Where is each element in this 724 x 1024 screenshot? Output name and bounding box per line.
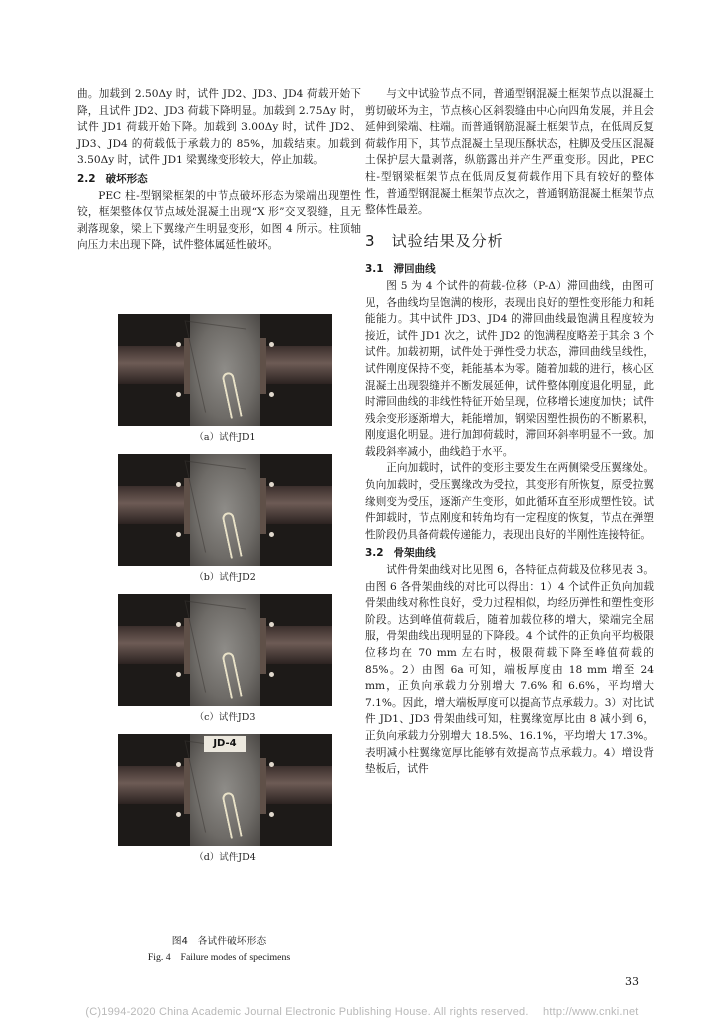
subfigure-caption-d: （d）试件JD4 bbox=[194, 852, 256, 863]
figure-4 bbox=[118, 314, 332, 874]
left-column bbox=[77, 86, 361, 254]
specimen-photo-jd2 bbox=[118, 454, 332, 566]
section-3-1-title: 滞回曲线 bbox=[393, 263, 436, 276]
right-paragraph-4: 试件骨架曲线对比见图 6，各特征点荷载及位移见表 3。由图 6 各骨架曲线的对比可以得出：1）4 个试件正负向加载骨架曲线对称性良好，受力过程相似，均经历弹性和塑性变形阶段。达到峰值荷载后，随着加载位移的增大，梁端完全屈服，骨架曲线出现明显的下降段。4 个试件的正负向平均极限位移均在 70 mm 左右时，极限荷载下降至峰值荷载的 85%。2）由图 6a 可知，端板厚度由 18 mm 增至 24 mm，正负向承载力分别增大 7.6% 和 6.6%，平均增大 7.1%。因此，增大端板厚度可以提高节点承载力。3）对比试件 JD1、JD3 骨架曲线可知，柱翼缘宽厚比由 8 减小到 6，正负向承载力分别增大 18.5%、16.1%，平均增大 17.3%。表明减小柱翼缘宽厚比能够有效提高节点承载力。4）增设背垫板后，试件 bbox=[365, 564, 654, 776]
left-paragraph-2: PEC 柱-型钢梁框架的中节点破坏形态为梁端出现塑性铰，框架整体仅节点域处混凝土出现“X 形”交叉裂缝，且无剥落现象，梁上下翼缘产生明显变形，如图 4 所示。柱顶轴向压力未出现下降，试件整体属延性破坏。 bbox=[77, 189, 361, 252]
section-title: 破坏形态 bbox=[105, 172, 148, 185]
section-3-2-heading bbox=[365, 545, 654, 562]
specimen-photo-jd3 bbox=[118, 594, 332, 706]
right-paragraph-2: 图 5 为 4 个试件的荷载-位移（P-Δ）滞回曲线，由图可见，各曲线均呈饱满的梭形，表现出良好的塑性变形能力和耗能能力。其中试件 JD3、JD4 的滞回曲线最饱满且程度较为接近，试件 JD1 次之，试件 JD2 的饱满程度略差于其余 3 个试件。加载初期，试件处于弹性受力状态，滞回曲线呈线性，试件刚度保持不变，耗能基本为零。随着加载的进行，核心区混凝土出现裂缝并不断发展延伸，试件整体刚度退化明显，此时滞回曲线的非线性特征开始呈现，位移增长速度加快；试件残余变形逐渐增大，耗能增加，钢梁因塑性损伤的不断累积，刚度退化明显。进行加卸荷载时，滞回环斜率明显不一致。加载段斜率减小，曲线趋于水平。 bbox=[365, 279, 654, 458]
figure-caption-english: Fig. 4 Failure modes of specimens bbox=[147, 952, 291, 963]
section-3-2-number: 3.2 bbox=[365, 547, 384, 560]
section-3-2-title: 骨架曲线 bbox=[393, 547, 436, 560]
copyright-footer: (C)1994-2020 China Academic Journal Electronic Publishing House. All rights reserved. http://www.cnki.net bbox=[85, 1006, 639, 1018]
specimen-tag-jd4: JD-4 bbox=[204, 736, 246, 752]
page-number: 33 bbox=[625, 975, 639, 988]
specimen-photo-jd4 bbox=[118, 734, 332, 846]
right-column bbox=[365, 86, 654, 778]
right-paragraph-3: 正向加载时，试件的变形主要发生在两侧梁受压翼缘处。负向加载时，受压翼缘改为受拉，其变形有所恢复，原受拉翼缘则变为受压，逐渐产生变形，如此循环直至形成塑性铰。试件卸载时，节点刚度和转角均有一定程度的恢复，节点在弹塑性阶段仍具备荷载传递能力，表现出良好的半刚性连接特征。 bbox=[365, 462, 654, 541]
section-2-2-heading bbox=[77, 171, 361, 188]
figure-caption-chinese: 图4 各试件破坏形态 bbox=[171, 936, 267, 947]
section-3-number: 3 bbox=[365, 231, 376, 250]
section-3-1-heading bbox=[365, 261, 654, 278]
section-3-heading bbox=[365, 233, 654, 250]
subfigure-caption-a: （a）试件JD1 bbox=[194, 432, 256, 443]
section-3-1-number: 3.1 bbox=[365, 263, 384, 276]
section-3-title: 试验结果及分析 bbox=[391, 231, 504, 250]
left-paragraph-1: 曲。加载到 2.50Δy 时，试件 JD2、JD3、JD4 荷载开始下降，且试件 JD2、JD3 荷载下降明显。加载到 2.75Δy 时，试件 JD1 荷载开始下降。加载到 3.00Δy 时，试件 JD2、JD3、JD4 的荷载低于承载力的 85%，加载结束。加载到 3.50Δy 时，试件 JD1 梁翼缘变形较大，停止加载。 bbox=[77, 88, 361, 167]
specimen-photo-jd1 bbox=[118, 314, 332, 426]
right-paragraph-1: 与文中试验节点不同，普通型钢混凝土框架节点以混凝土剪切破坏为主，节点核心区斜裂缝由中心向四角发展，并且会延伸到梁端、柱端。而普通钢筋混凝土框架节点，在低周反复荷载作用下，其节点混凝土呈现压酥状态，柱脚及受压区混凝土保护层大量剥落，纵筋露出并产生严重变形。因此，PEC 柱-型钢梁框架节点在低周反复荷载作用下具有较好的整体性，普通型钢混凝土框架节点次之，普通钢筋混凝土框架节点整体性最差。 bbox=[365, 88, 654, 217]
subfigure-caption-b: （b）试件JD2 bbox=[194, 572, 256, 583]
section-number: 2.2 bbox=[77, 172, 96, 185]
subfigure-caption-c: （c）试件JD3 bbox=[194, 712, 256, 723]
